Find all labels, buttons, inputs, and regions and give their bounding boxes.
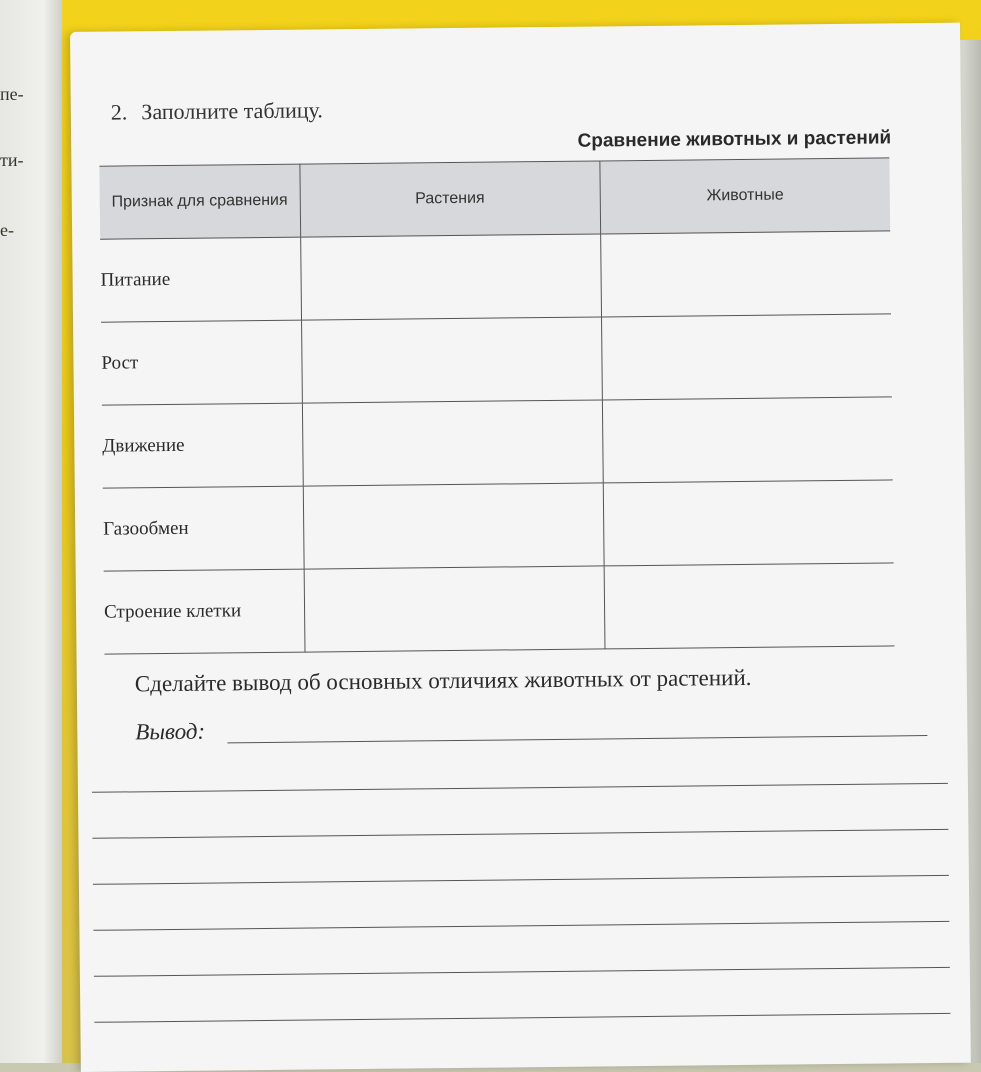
conclusion-answer-line[interactable] <box>227 735 927 743</box>
answer-line[interactable] <box>92 829 948 839</box>
cell-animals-cell-structure[interactable] <box>604 563 895 649</box>
cell-animals-movement[interactable] <box>602 397 893 483</box>
conclusion-prompt: Сделайте вывод об основных отличиях животных от растений. <box>134 664 752 697</box>
cell-plants-movement[interactable] <box>302 400 603 486</box>
left-page <box>0 0 62 1063</box>
answer-line[interactable] <box>94 967 950 977</box>
table-row <box>103 480 894 571</box>
left-page-fragment-2: ти- <box>0 150 24 170</box>
task-heading <box>111 97 323 125</box>
cell-animals-nutrition[interactable] <box>600 231 891 317</box>
header-animals: Животные <box>600 158 890 234</box>
answer-line[interactable] <box>92 783 948 793</box>
left-page-fragment-1: пе- <box>0 84 24 104</box>
cell-plants-cell-structure[interactable] <box>304 566 605 652</box>
row-label-growth: Рост <box>101 320 302 405</box>
row-label-movement: Движение <box>102 403 303 488</box>
table-title: Сравнение животных и растений <box>577 127 892 152</box>
table-header-row <box>99 158 890 239</box>
header-criterion: Признак для сравнения <box>99 164 300 239</box>
cell-animals-growth[interactable] <box>601 314 892 400</box>
answer-line[interactable] <box>94 1013 950 1023</box>
task-number: 2. <box>110 99 128 125</box>
left-page-fragment-3: е- <box>0 220 14 240</box>
cell-plants-nutrition[interactable] <box>300 234 601 320</box>
table-row <box>104 563 895 654</box>
cell-plants-gas-exchange[interactable] <box>303 483 604 569</box>
row-label-cell-structure: Строение клетки <box>104 569 305 654</box>
task-instruction: Заполните таблицу. <box>141 97 323 125</box>
cell-plants-growth[interactable] <box>301 317 602 403</box>
table-row <box>101 314 892 405</box>
table-row <box>102 397 893 488</box>
answer-line[interactable] <box>93 875 949 885</box>
table-row <box>100 231 891 322</box>
header-plants: Растения <box>299 161 600 237</box>
row-label-nutrition: Питание <box>100 237 301 322</box>
conclusion-label: Вывод: <box>135 718 206 745</box>
row-label-gas-exchange: Газообмен <box>103 486 304 571</box>
cell-animals-gas-exchange[interactable] <box>603 480 894 566</box>
answer-line[interactable] <box>93 921 949 931</box>
workbook-page <box>70 23 971 1072</box>
comparison-table <box>99 157 894 654</box>
